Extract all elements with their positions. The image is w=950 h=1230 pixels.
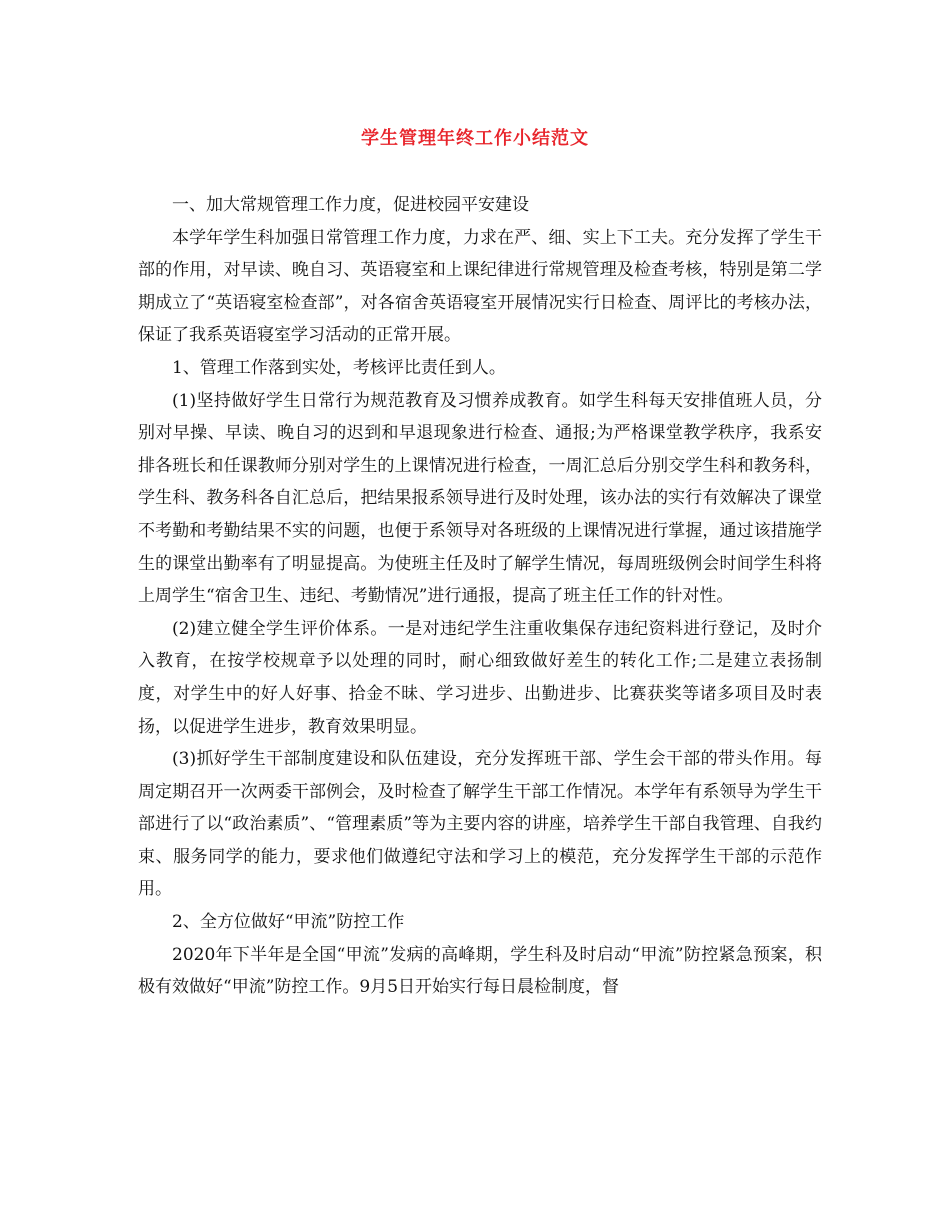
subsection-heading-2: 2、全方位做好“甲流”防控工作 bbox=[172, 912, 405, 933]
document-body bbox=[138, 189, 822, 1004]
subsection-heading-1: 1、管理工作落到实处，考核评比责任到人。 bbox=[172, 357, 506, 378]
paragraph: 2020年下半年是全国“甲流”发病的高峰期，学生科及时启动“甲流”防控紧急预案，积极有效做好“甲流”防控工作。9月5日开始实行每日晨检制度，督 bbox=[138, 944, 822, 998]
section-heading-1: 一、加大常规管理工作力度，促进校园平安建设 bbox=[172, 195, 529, 215]
paragraph: 本学年学生科加强日常管理工作力度，力求在严、细、实上下工夫。充分发挥了学生干部的作用，对早读、晚自习、英语寝室和上课纪律进行常规管理及检查考核，特别是第二学期成立了“英语寝室检查部”，对各宿舍英语寝室开展情况实行日检查、周评比的考核办法，保证了我系英语寝室学习活动的正常开展。 bbox=[138, 227, 822, 346]
paragraph: (3)抓好学生干部制度建设和队伍建设，充分发挥班干部、学生会干部的带头作用。每周定期召开一次两委干部例会，及时检查了解学生干部工作情况。本学年有系领导为学生干部进行了以“政治素质”、“管理素质”等为主要内容的讲座，培养学生干部自我管理、自我约束、服务同学的能力，要求他们做遵纪守法和学习上的模范，充分发挥学生干部的示范作用。 bbox=[138, 749, 822, 900]
paragraph: (1)坚持做好学生日常行为规范教育及习惯养成教育。如学生科每天安排值班人员，分别对早操、早读、晚自习的迟到和早退现象进行检查、通报;为严格课堂教学秩序，我系安排各班长和任课教师分别对学生的上课情况进行检查，一周汇总后分别交学生科和教务科，学生科、教务科各自汇总后，把结果报系领导进行及时处理，该办法的实行有效解决了课堂不考勤和考勤结果不实的问题，也便于系领导对各班级的上课情况进行掌握，通过该措施学生的课堂出勤率有了明显提高。为使班主任及时了解学生情况，每周班级例会时间学生科将上周学生“宿舍卫生、违纪、考勤情况”进行通报，提高了班主任工作的针对性。 bbox=[138, 390, 822, 607]
document-title: 学生管理年终工作小结范文 bbox=[361, 128, 589, 149]
paragraph: (2)建立健全学生评价体系。一是对违纪学生注重收集保存违纪资料进行登记，及时介入教育，在按学校规章予以处理的同时，耐心细致做好差生的转化工作;二是建立表扬制度，对学生中的好人好事、拾金不昧、学习进步、出勤进步、比赛获奖等诸多项目及时表扬，以促进学生进步，教育效果明显。 bbox=[138, 618, 822, 737]
